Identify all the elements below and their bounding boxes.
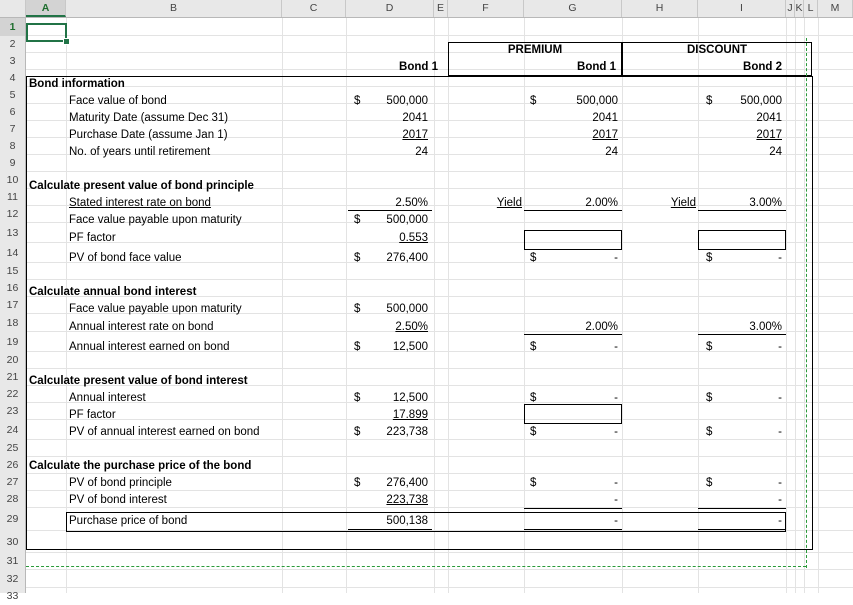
- discount-pv-annual-currency: $: [706, 426, 713, 438]
- bond1-annual-earned: 12,500: [392, 341, 428, 353]
- bond1-pv-interest: 223,738: [386, 494, 428, 506]
- discount-face: 500,000: [740, 95, 782, 107]
- column-header-k[interactable]: K: [795, 0, 804, 17]
- premium-header: PREMIUM: [507, 44, 563, 56]
- bond1-price-underline: [348, 529, 432, 530]
- page-break-vertical: [806, 38, 807, 568]
- discount-maturity: 2041: [756, 112, 782, 124]
- row-header-17[interactable]: 17: [6, 299, 19, 311]
- label-pv-annual: PV of annual interest earned on bond: [69, 426, 260, 438]
- label-yield-discount: Yield: [670, 197, 696, 209]
- row-header-26[interactable]: 26: [6, 459, 19, 471]
- row-header-6[interactable]: 6: [9, 106, 16, 118]
- premium-pv-interest: -: [614, 494, 618, 506]
- row-header-31[interactable]: 31: [6, 555, 19, 567]
- row-header-12[interactable]: 12: [6, 208, 19, 220]
- bond1-rate-underline: [348, 210, 432, 211]
- discount-pv-principle: -: [778, 477, 782, 489]
- label-annual-rate: Annual interest rate on bond: [69, 321, 214, 333]
- row-header-5[interactable]: 5: [9, 89, 16, 101]
- fill-handle[interactable]: [63, 38, 70, 45]
- row-header-13[interactable]: 13: [6, 227, 19, 239]
- premium-pv-principle: -: [614, 477, 618, 489]
- premium-purchase: 2017: [592, 129, 618, 141]
- row-gridline: [26, 35, 853, 36]
- label-pf-factor: PF factor: [69, 232, 116, 244]
- label-pv-principle: PV of bond principle: [69, 477, 172, 489]
- label-purchase-price: Purchase price of bond: [69, 515, 188, 527]
- discount-yield[interactable]: 3.00%: [749, 197, 782, 209]
- premium-maturity: 2041: [592, 112, 618, 124]
- bond1-face-payable: 500,000: [386, 214, 428, 226]
- bond1-face-currency: $: [354, 95, 361, 107]
- row-header-11[interactable]: 11: [7, 191, 18, 203]
- discount-yield-underline: [698, 210, 786, 211]
- row-header-1[interactable]: 1: [0, 18, 25, 36]
- column-header-m[interactable]: M: [818, 0, 853, 17]
- section-annual-interest: Calculate annual bond interest: [29, 286, 197, 298]
- discount-annual-earned-currency: $: [706, 341, 713, 353]
- discount-purchase: 2017: [756, 129, 782, 141]
- label-face-payable: Face value payable upon maturity: [69, 214, 242, 226]
- page-break-horizontal: [26, 566, 806, 567]
- bond1-pv-annual: 223,738: [386, 426, 428, 438]
- column-header-d[interactable]: D: [346, 0, 434, 17]
- premium-pv-interest-underline: [524, 508, 622, 509]
- premium-price: -: [614, 515, 618, 527]
- label-pv-interest: PV of bond interest: [69, 494, 167, 506]
- premium-pv-face: -: [614, 252, 618, 264]
- column-header-f[interactable]: F: [448, 0, 524, 17]
- section-pv-interest: Calculate present value of bond interest: [29, 375, 248, 387]
- discount-years: 24: [769, 146, 782, 158]
- row-header-9[interactable]: 9: [9, 157, 16, 169]
- discount-pv-face-currency: $: [706, 252, 713, 264]
- premium-years: 24: [605, 146, 618, 158]
- row-header-28[interactable]: 28: [6, 493, 19, 505]
- spreadsheet-grid[interactable]: [26, 18, 853, 593]
- discount-pv-principle-currency: $: [706, 477, 713, 489]
- row-header-27[interactable]: 27: [6, 476, 19, 488]
- column-header-a[interactable]: A: [26, 0, 66, 17]
- bond1-price: 500,138: [386, 515, 428, 527]
- bond1-purchase: 2017: [402, 129, 428, 141]
- premium-pf-input[interactable]: [524, 230, 622, 250]
- column-header-i[interactable]: I: [698, 0, 786, 17]
- discount-header: DISCOUNT: [686, 44, 748, 56]
- bond1-pf-2: 17.899: [392, 409, 428, 421]
- section-pv-principle: Calculate present value of bond principle: [29, 180, 254, 192]
- row-header-2[interactable]: 2: [9, 38, 16, 50]
- bond1-pv-principle: 276,400: [386, 477, 428, 489]
- row-header-15[interactable]: 15: [6, 265, 19, 277]
- premium-annual-earned: -: [614, 341, 618, 353]
- row-header-8[interactable]: 8: [9, 140, 16, 152]
- label-annual-earned: Annual interest earned on bond: [69, 341, 230, 353]
- bond1-header: Bond 1: [399, 61, 438, 73]
- premium-annual-earned-currency: $: [530, 341, 537, 353]
- column-header-b[interactable]: B: [66, 0, 282, 17]
- label-annual-interest: Annual interest: [69, 392, 146, 404]
- row-header-20[interactable]: 20: [6, 354, 19, 366]
- premium-pf2-input[interactable]: [524, 404, 622, 424]
- label-purchase-date: Purchase Date (assume Jan 1): [69, 129, 228, 141]
- discount-annual-interest: -: [778, 392, 782, 404]
- label-face-value: Face value of bond: [69, 95, 167, 107]
- row-header-19[interactable]: 19: [6, 336, 19, 348]
- row-gridline: [26, 569, 853, 570]
- discount-annual-earned: -: [778, 341, 782, 353]
- row-header-24[interactable]: 24: [6, 424, 19, 436]
- discount-pv-interest: -: [778, 494, 782, 506]
- bond1-rate: 2.50%: [395, 197, 428, 209]
- bond1-pf: 0.553: [399, 232, 428, 244]
- premium-annual-rate-underline: [524, 334, 622, 335]
- column-header-h[interactable]: H: [622, 0, 698, 17]
- premium-price-underline: [524, 529, 622, 530]
- row-header-4[interactable]: 4: [9, 72, 16, 84]
- label-years: No. of years until retirement: [69, 146, 211, 158]
- bond1-years: 24: [415, 146, 428, 158]
- premium-annual-interest: -: [614, 392, 618, 404]
- select-all-corner[interactable]: [0, 0, 26, 17]
- label-stated-rate: Stated interest rate on bond: [69, 197, 211, 209]
- row-header-22[interactable]: 22: [6, 388, 19, 400]
- bond1-annual-interest-currency: $: [354, 392, 361, 404]
- bond1-face: 500,000: [386, 95, 428, 107]
- discount-price: -: [778, 515, 782, 527]
- row-header-3[interactable]: 3: [9, 55, 16, 67]
- column-header-c[interactable]: C: [282, 0, 346, 17]
- discount-annual-rate-underline: [698, 334, 786, 335]
- column-header-e[interactable]: E: [434, 0, 448, 17]
- premium-yield[interactable]: 2.00%: [585, 197, 618, 209]
- discount-pf-input[interactable]: [698, 230, 786, 250]
- section-purchase-price: Calculate the purchase price of the bond: [29, 460, 252, 472]
- column-header-bar: [0, 0, 853, 18]
- label-pv-face: PV of bond face value: [69, 252, 182, 264]
- premium-yield-underline: [524, 210, 622, 211]
- bond1-maturity: 2041: [402, 112, 428, 124]
- bond1-pv-face: 276,400: [386, 252, 428, 264]
- bond1-face-payable-2: 500,000: [386, 303, 428, 315]
- bond1-annual-earned-currency: $: [354, 341, 361, 353]
- selected-cell-a1[interactable]: [26, 23, 67, 42]
- row-header-14[interactable]: 14: [6, 247, 19, 259]
- column-header-g[interactable]: G: [524, 0, 622, 17]
- label-face-payable-2: Face value payable upon maturity: [69, 303, 242, 315]
- bond1-pv-face-currency: $: [354, 252, 361, 264]
- premium-pv-annual-currency: $: [530, 426, 537, 438]
- premium-face: 500,000: [576, 95, 618, 107]
- premium-pv-principle-currency: $: [530, 477, 537, 489]
- row-gridline: [26, 552, 853, 553]
- row-header-7[interactable]: 7: [9, 123, 16, 135]
- bond1-pv-principle-currency: $: [354, 477, 361, 489]
- discount-pv-annual: -: [778, 426, 782, 438]
- discount-pv-interest-underline: [698, 508, 786, 509]
- bond1-face-payable2-currency: $: [354, 303, 361, 315]
- row-header-32[interactable]: 32: [6, 573, 19, 585]
- bond1-face-payable-currency: $: [354, 214, 361, 226]
- discount-price-underline: [698, 529, 786, 530]
- premium-pv-annual: -: [614, 426, 618, 438]
- column-header-j[interactable]: J: [786, 0, 795, 17]
- premium-annual-rate: 2.00%: [585, 321, 618, 333]
- row-header-30[interactable]: 30: [6, 536, 19, 548]
- row-header-16[interactable]: 16: [6, 282, 19, 294]
- discount-pv-face: -: [778, 252, 782, 264]
- row-header-18[interactable]: 18: [6, 317, 19, 329]
- row-header-10[interactable]: 10: [6, 174, 19, 186]
- bond1-annual-interest: 12,500: [392, 392, 428, 404]
- row-header-23[interactable]: 23: [6, 405, 19, 417]
- discount-annual-interest-currency: $: [706, 392, 713, 404]
- row-header-29[interactable]: 29: [6, 513, 19, 525]
- column-header-l[interactable]: L: [804, 0, 818, 17]
- row-gridline: [26, 587, 853, 588]
- premium-pv-face-currency: $: [530, 252, 537, 264]
- discount-face-currency: $: [706, 95, 713, 107]
- row-header-33[interactable]: 33: [6, 590, 19, 602]
- discount-bond2-header: Bond 2: [743, 61, 782, 73]
- column-gridline: [818, 18, 819, 593]
- label-pf-factor-2: PF factor: [69, 409, 116, 421]
- row-header-21[interactable]: 21: [6, 371, 19, 383]
- label-yield-premium: Yield: [496, 197, 522, 209]
- premium-bond1-header: Bond 1: [577, 61, 616, 73]
- section-bond-info: Bond information: [29, 78, 125, 90]
- premium-annual-interest-currency: $: [530, 392, 537, 404]
- discount-annual-rate: 3.00%: [749, 321, 782, 333]
- bond1-annual-rate: 2.50%: [395, 321, 428, 333]
- row-header-25[interactable]: 25: [6, 442, 19, 454]
- bond1-pv-annual-currency: $: [354, 426, 361, 438]
- premium-face-currency: $: [530, 95, 537, 107]
- label-maturity: Maturity Date (assume Dec 31): [69, 112, 229, 124]
